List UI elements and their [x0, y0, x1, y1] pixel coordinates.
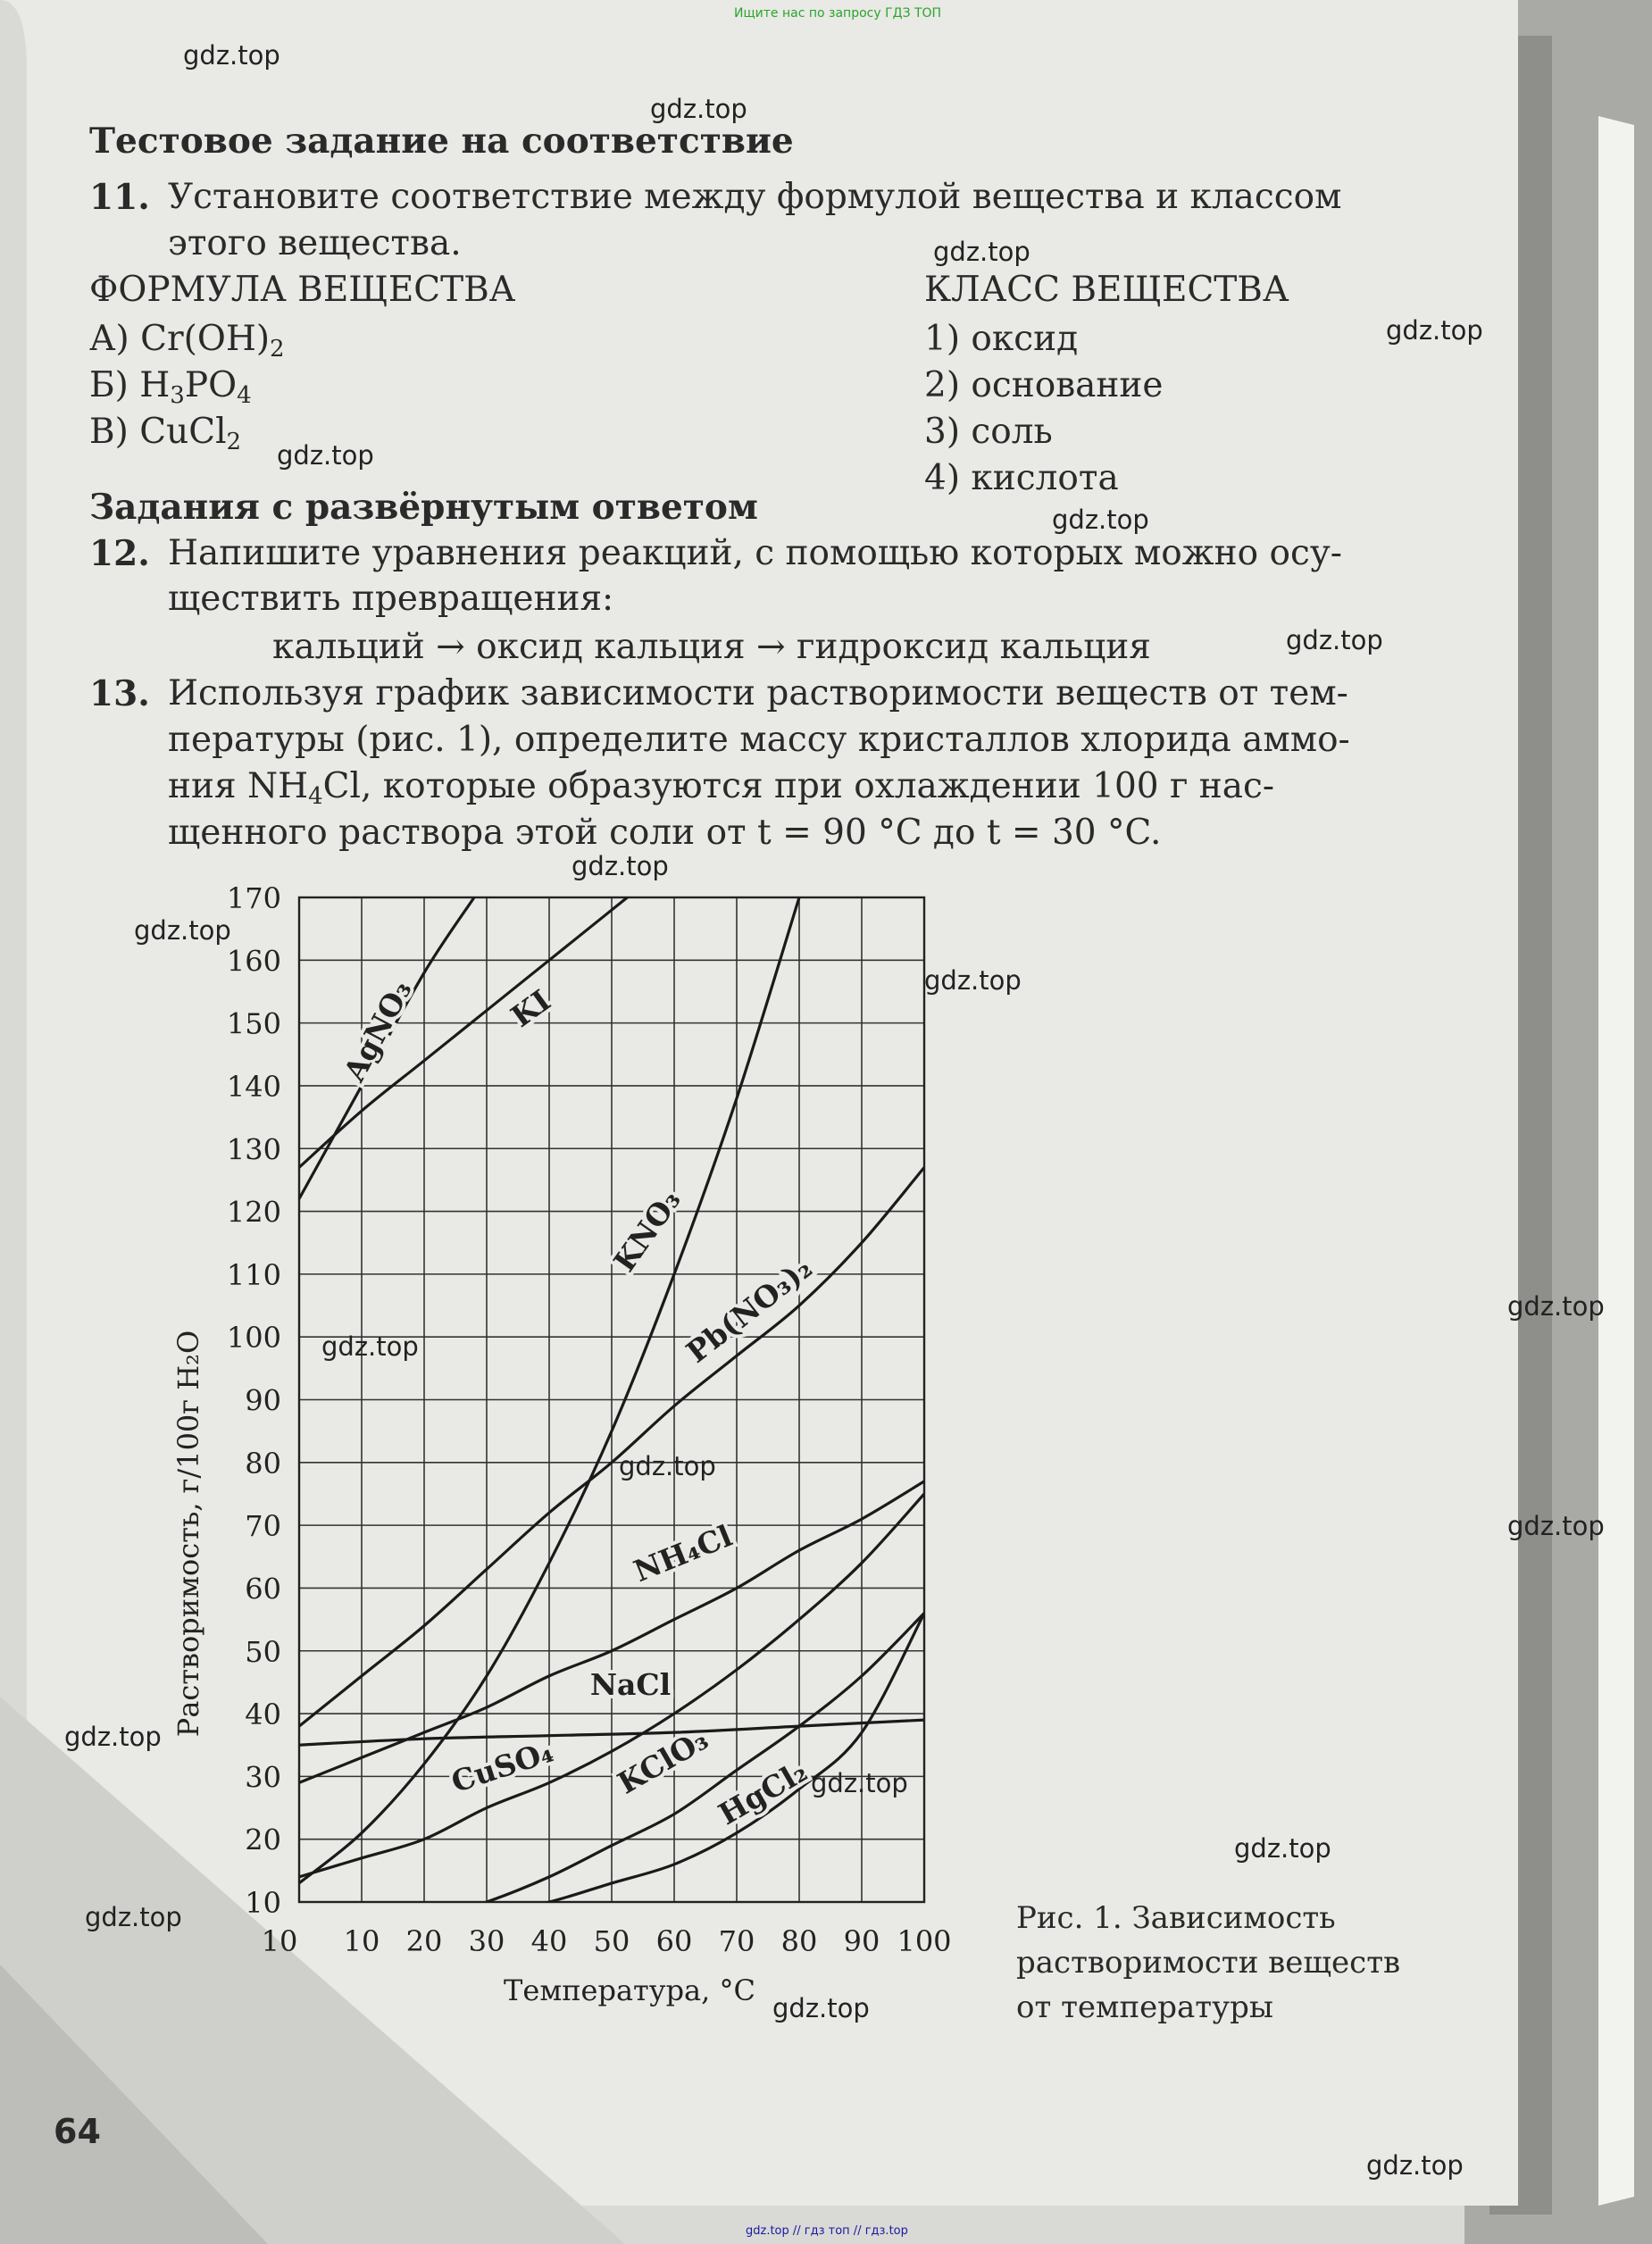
watermark: gdz.top [811, 1768, 908, 1798]
task-13-line-2: пературы (рис. 1), определите массу кристаллов хлорида аммо- [168, 720, 1350, 760]
watermark: gdz.top [1052, 505, 1149, 535]
x-tick-label: 100 [897, 1924, 952, 1958]
formula-column-header: ФОРМУЛА ВЕЩЕСТВА [89, 270, 516, 310]
formula-b: Б) $H_3PO_4$ [89, 365, 252, 409]
series-label: Pb(NO₃)₂ [680, 1250, 819, 1370]
task-12-line-2: ществить превращения: [168, 579, 614, 619]
x-tick-label: 10 [343, 1924, 380, 1958]
task-13-line-1: Используя график зависимости растворимости веществ от тем- [168, 673, 1348, 713]
chart-labels [171, 881, 952, 2007]
y-tick-label: 50 [245, 1634, 281, 1669]
task-number-11: 11. [89, 177, 150, 218]
series-label: NH₄Cl [629, 1518, 738, 1589]
x-tick-label: 50 [593, 1924, 630, 1958]
series-label: HgCl₂ [712, 1753, 813, 1832]
watermark: gdz.top [134, 915, 231, 946]
task-number-13: 13. [89, 673, 150, 714]
figure-caption-line-2: растворимости веществ [1016, 1945, 1401, 1981]
y-tick-label: 120 [226, 1195, 281, 1230]
y-tick-label: 110 [226, 1257, 281, 1292]
watermark: gdz.top [64, 1722, 162, 1752]
y-tick-label: 80 [245, 1446, 281, 1481]
class-option-3: 3) соль [924, 412, 1053, 452]
watermark: gdz.top [772, 1993, 870, 2023]
y-tick-label: 20 [245, 1823, 281, 1857]
y-tick-label: 160 [226, 944, 281, 979]
series-label: AgNO₃ [336, 974, 419, 1088]
bottom-banner: gdz.top // гдз топ // гдз.top [746, 2224, 908, 2238]
watermark: gdz.top [619, 1451, 716, 1481]
figure-caption-line-3: от температуры [1016, 1990, 1273, 2025]
y-tick-label: 150 [226, 1006, 281, 1041]
top-banner: Ищите нас по запросу ГДЗ ТОП [734, 6, 942, 21]
section-title-extended: Задания с развёрнутым ответом [89, 487, 758, 528]
series-label: KNO₃ [606, 1183, 688, 1279]
watermark: gdz.top [1366, 2150, 1464, 2181]
watermark: gdz.top [277, 440, 374, 471]
task-number-12: 12. [89, 533, 150, 574]
y-tick-label: 100 [226, 1321, 281, 1356]
formula-c: В) CuCl$_2$ [89, 412, 242, 455]
task-11-line-1: Установите соответствие между формулой вещества и классом [168, 177, 1342, 217]
watermark: gdz.top [1386, 315, 1483, 346]
watermark: gdz.top [924, 965, 1022, 996]
x-tick-label: 30 [468, 1924, 505, 1958]
figure-caption-line-1: Рис. 1. Зависимость [1016, 1900, 1336, 1936]
y-tick-label: 30 [245, 1760, 281, 1795]
watermark: gdz.top [183, 40, 280, 71]
class-column-header: КЛАСС ВЕЩЕСТВА [924, 270, 1289, 310]
task-11-line-2: этого вещества. [168, 223, 462, 263]
series-line-ki [299, 734, 830, 1167]
x-tick-label: 10 [261, 1924, 298, 1958]
watermark: gdz.top [650, 94, 747, 124]
series-label: NaCl [589, 1666, 672, 1702]
watermark: gdz.top [85, 1902, 182, 1932]
series-label: CuSO₄ [446, 1733, 558, 1800]
series-label: KI [504, 982, 557, 1035]
y-tick-label: 10 [245, 1886, 281, 1920]
task-13-line-3: ния $NH_4Cl$, которые образуются при охлаждении 100 г нас- [168, 766, 1275, 810]
x-tick-label: 20 [405, 1924, 443, 1958]
watermark: gdz.top [1234, 1833, 1331, 1864]
watermark: gdz.top [1507, 1511, 1605, 1541]
y-tick-label: 70 [245, 1509, 281, 1544]
watermark: gdz.top [572, 851, 669, 881]
watermark: gdz.top [1286, 625, 1383, 655]
y-tick-label: 90 [245, 1383, 281, 1418]
formula-a: А) $Cr(OH)_2$ [89, 319, 285, 363]
page-number: 64 [54, 2112, 101, 2151]
class-option-1: 1) оксид [924, 319, 1079, 359]
watermark: gdz.top [933, 237, 1030, 267]
y-tick-label: 140 [226, 1069, 281, 1104]
x-axis-label: Температура, °C [504, 1973, 755, 2007]
y-tick-label: 130 [226, 1132, 281, 1167]
x-tick-label: 90 [843, 1924, 880, 1958]
task-13-line-4: щенного раствора этой соли от t = 90 °C до t = 30 °C. [168, 813, 1162, 853]
transformation-chain: кальций → оксид кальция → гидроксид кальция [272, 627, 1151, 667]
y-tick-label: 40 [245, 1698, 281, 1732]
series-label: KClO₃ [611, 1722, 714, 1801]
x-tick-label: 80 [780, 1924, 818, 1958]
y-axis-label: Растворимость, г/100г H₂O [171, 1330, 205, 1738]
watermark: gdz.top [321, 1331, 419, 1362]
class-option-4: 4) кислота [924, 458, 1119, 498]
watermark: gdz.top [1507, 1291, 1605, 1322]
x-tick-label: 40 [530, 1924, 568, 1958]
section-title-matching: Тестовое задание на соответствие [89, 121, 794, 162]
x-tick-label: 60 [655, 1924, 693, 1958]
task-12-line-1: Напишите уравнения реакций, с помощью которых можно осу- [168, 533, 1342, 573]
y-tick-label: 60 [245, 1572, 281, 1606]
class-option-2: 2) основание [924, 365, 1164, 405]
x-tick-label: 70 [718, 1924, 755, 1958]
y-tick-label: 170 [226, 881, 281, 915]
